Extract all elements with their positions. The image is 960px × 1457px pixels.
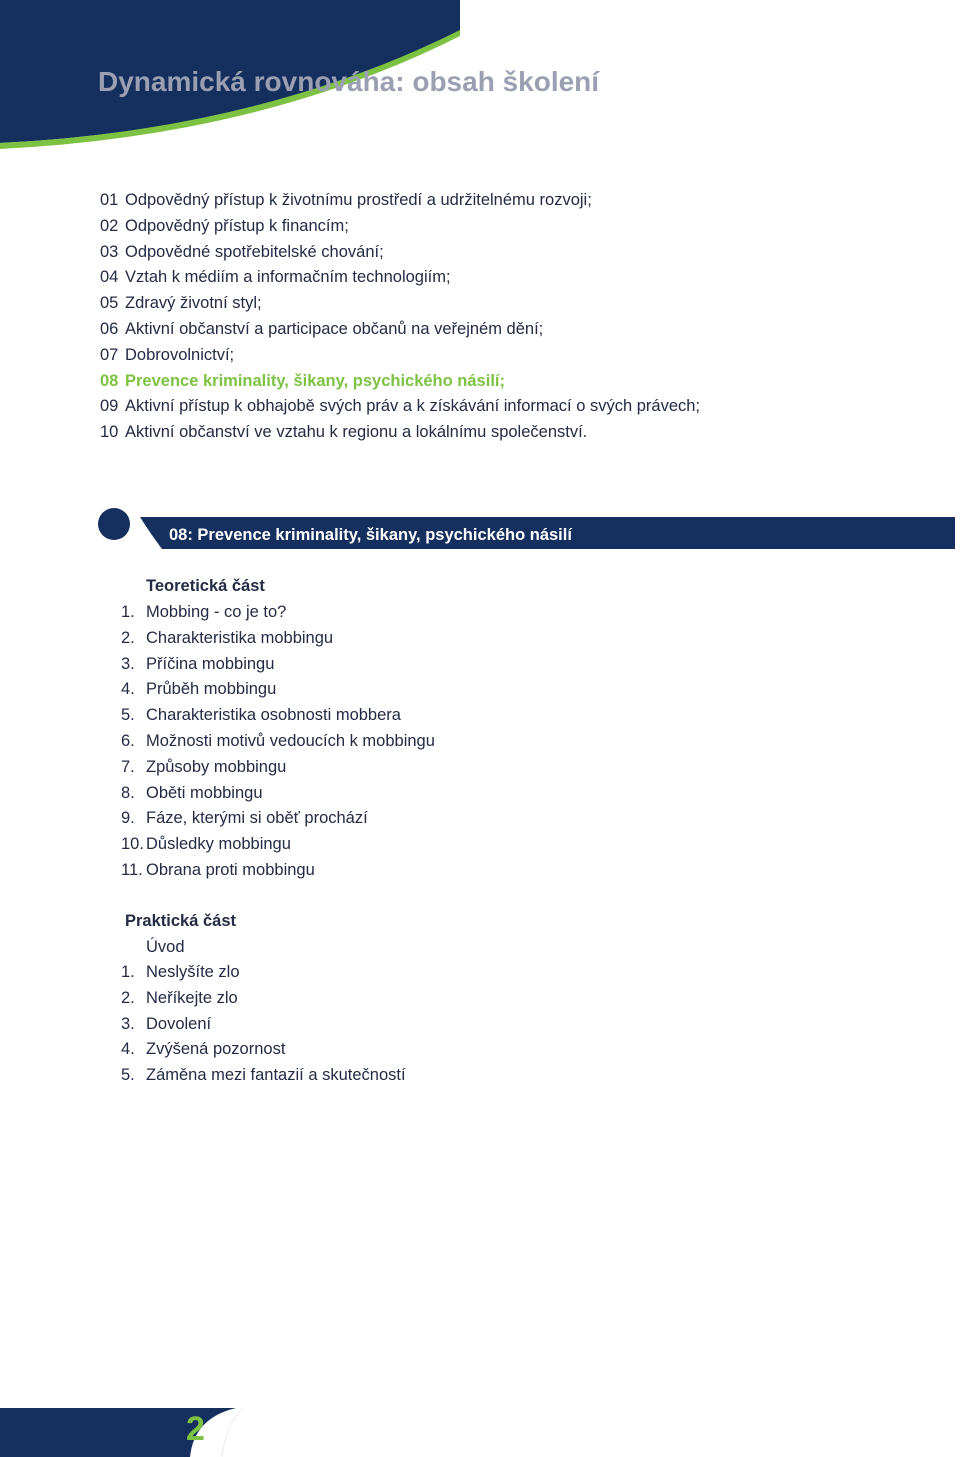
theory-heading: Teoretická část: [146, 577, 265, 595]
topic-item-04: 04 Vztah k médiím a informačním technologiím;: [100, 268, 451, 287]
list-item: 4. Průběh mobbingu: [121, 680, 277, 699]
list-item: 2. Charakteristika mobbingu: [121, 628, 334, 647]
theory-list: [121, 600, 435, 884]
footer-banner: [0, 1408, 260, 1457]
topic-item-05: 05 Zdravý životní styl;: [100, 294, 262, 313]
topics-list: [100, 188, 700, 446]
list-item: 8. Oběti mobbingu: [121, 783, 263, 802]
topic-item-10: 10 Aktivní občanství ve vztahu k regionu a lokálnímu společenství.: [100, 423, 588, 442]
topic-item-01: 01 Odpovědný přístup k životnímu prostředí a udržitelnému rozvoji;: [100, 191, 592, 209]
practice-intro: Úvod: [146, 938, 185, 956]
list-item: 5. Záměna mezi fantazií a skutečností: [121, 1066, 406, 1085]
list-item: 1. Neslyšíte zlo: [121, 963, 240, 981]
page-title: Dynamická rovnováha: obsah školení: [98, 66, 600, 97]
section-bullet-icon: [98, 508, 130, 540]
list-item: 6. Možnosti motivů vedoucích k mobbingu: [121, 731, 435, 750]
topic-item-03: 03 Odpovědné spotřebitelské chování;: [100, 242, 384, 261]
list-item: 3. Příčina mobbingu: [121, 654, 275, 673]
list-item: 11. Obrana proti mobbingu: [121, 860, 315, 879]
list-item: 3. Dovolení: [121, 1014, 212, 1033]
topic-item-07: 07 Dobrovolnictví;: [100, 345, 235, 364]
page-number: 2: [186, 1410, 205, 1448]
list-item: 9. Fáze, kterými si oběť prochází: [121, 809, 368, 828]
topic-item-08-active: 08 Prevence kriminality, šikany, psychického násilí;: [100, 371, 505, 390]
list-item: 4. Zvýšená pozornost: [121, 1040, 286, 1059]
practice-heading: Praktická část: [125, 912, 236, 930]
list-item: 7. Způsoby mobbingu: [121, 757, 287, 776]
practice-list: [121, 960, 406, 1089]
list-item: 1. Mobbing - co je to?: [121, 603, 287, 621]
topic-item-06: 06 Aktivní občanství a participace občanů na veřejném dění;: [100, 319, 544, 338]
section-title: 08: Prevence kriminality, šikany, psychického násilí: [169, 526, 572, 544]
list-item: 2. Neříkejte zlo: [121, 988, 238, 1007]
list-item: 5. Charakteristika osobnosti mobbera: [121, 706, 401, 725]
topic-item-09: 09 Aktivní přístup k obhajobě svých práv a k získávání informací o svých právech;: [100, 397, 701, 416]
topic-item-02: 02 Odpovědný přístup k financím;: [100, 216, 349, 235]
list-item: 10. Důsledky mobbingu: [121, 835, 291, 854]
